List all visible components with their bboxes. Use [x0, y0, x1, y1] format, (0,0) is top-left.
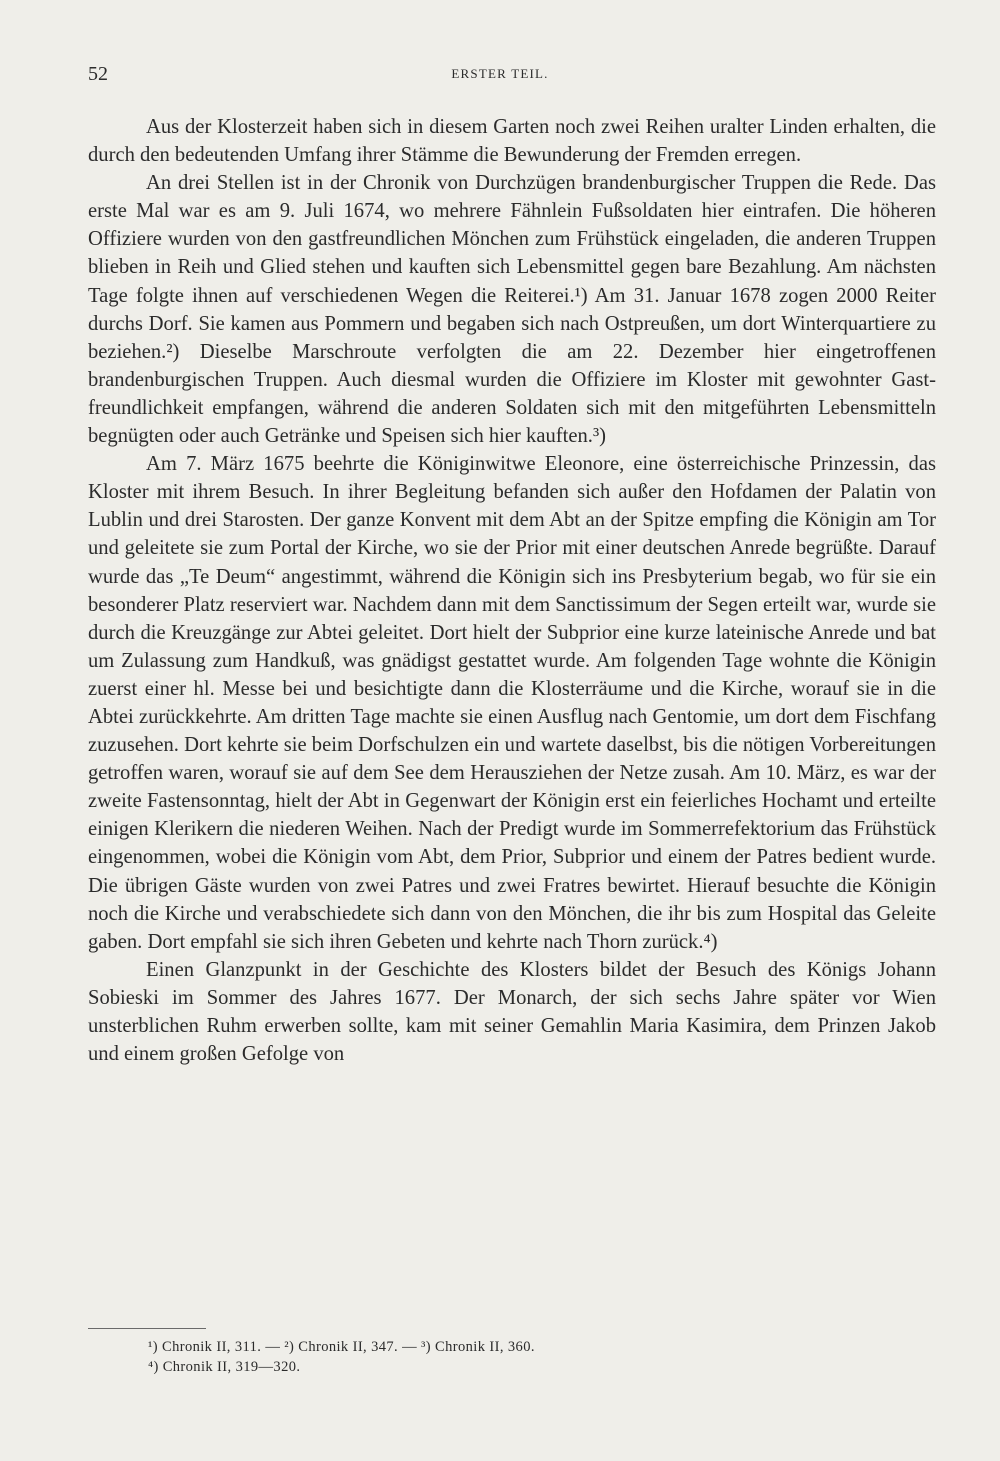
footnote-line: ¹) Chronik II, 311. — ²) Chronik II, 347. — ³) Chronik II, 360.: [148, 1339, 535, 1355]
footnote-divider: [88, 1328, 206, 1329]
body-text: [88, 113, 936, 1068]
footnote-line: ⁴) Chronik II, 319—320.: [148, 1359, 301, 1375]
paragraph: Aus der Klosterzeit haben sich in diesem Garten noch zwei Reihen uralter Linden erhalten, die durch den bedeutenden Umfang ihrer Stämme die Bewunderung der Fremden erregen.: [88, 116, 936, 167]
running-title: ERSTER TEIL.: [451, 66, 549, 81]
footnotes: [148, 1337, 848, 1377]
paragraph: Einen Glanzpunkt in der Geschichte des Klosters bildet der Besuch des Königs Johann Sobieski im Sommer des Jahres 1677. Der Monarch, der sich sechs Jahre später vor Wien unsterblichen Ruhm erwerben sollte, kam mit seiner Gemahlin Maria Kasimira, dem Prinzen Jakob und einem großen Gefolge von: [88, 958, 936, 1066]
page-number: 52: [88, 63, 108, 85]
paragraph: Am 7. März 1675 beehrte die Königinwitwe Eleonore, eine österreichische Prinzessin, das Kloster mit ihrem Besuch. In ihrer Begleitung befanden sich außer den Hofdamen der Palatin von Lublin und drei Starosten. Der ganze Konvent mit dem Abt an der Spitze empfing die Königin am Tor und geleitete sie zum Portal der Kirche, wo sie der Prior mit einer deutschen Anrede begrüßte. Darauf wurde das „Te Deum“ angestimmt, während die Königin sich ins Presbyterium begab, wo für sie ein besonderer Platz reserviert war. Nachdem dann mit dem Sanctissimum der Segen erteilt war, wurde sie durch die Kreuzgänge zur Abtei geleitet. Dort hielt der Subprior eine kurze lateinische Anrede und bat um Zulassung zum Handkuß, was gnädigst gestattet wurde. Am folgenden Tage wohnte die Königin zuerst einer hl. Messe bei und besichtigte dann die Klosterräume und die Kirche, worauf sie in die Abtei zurückkehrte. Am dritten Tage machte sie einen Ausflug nach Gentomie, um dort dem Fischfang zuzusehen. Dort kehrte sie beim Dorfschulzen ein und wartete daselbst, bis die nötigen Vorbereitungen getroffen waren, worauf sie auf dem See dem Herausziehen der Netze zusah. Am 10. März, es war der zweite Fastensonntag, hielt der Abt in Gegenwart der Königin erst ein feierliches Hochamt und erteilte einigen Klerikern die niederen Weihen. Nach der Predigt wurde im Sommerrefektorium das Frühstück eingenommen, wobei die Königin vom Abt, dem Prior, Subprior und einem der Patres bedient wurde. Die übrigen Gäste wurden von zwei Patres und zwei Fratres bewirtet. Hierauf besuchte die Königin noch die Kirche und verabschiedete sich dann von den Mönchen, die ihr bis zum Hospital das Geleite gaben. Dort empfahl sie sich ihren Gebeten und kehrte nach Thorn zurück.⁴): [88, 453, 936, 953]
paragraph: An drei Stellen ist in der Chronik von Durchzügen brandenburgischer Truppen die Rede. Das erste Mal war es am 9. Juli 1674, wo mehrere Fähnlein Fußsoldaten hier eintrafen. Die höheren Offiziere wurden von den gastfreundlichen Mönchen zum Frühstück eingeladen, die anderen Truppen blieben in Reih und Glied stehen und kauften sich Lebensmittel gegen bare Bezahlung. Am nächsten Tage folgte ihnen auf verschiedenen Wegen die Reiterei.¹) Am 31. Januar 1678 zogen 2000 Reiter durchs Dorf. Sie kamen aus Pommern und begaben sich nach Ostpreußen, um dort Winterquartiere zu beziehen.²) Dieselbe Marschroute verfolgten die am 22. Dezember hier eingetroffenen brandenburgischen Truppen. Auch diesmal wurden die Offiziere im Kloster mit gewohnter Gastfreundlichkeit empfangen, während die anderen Soldaten sich mit den mitgeführten Lebensmitteln begnügten oder auch Getränke und Speisen sich hier kauften.³): [88, 172, 936, 448]
